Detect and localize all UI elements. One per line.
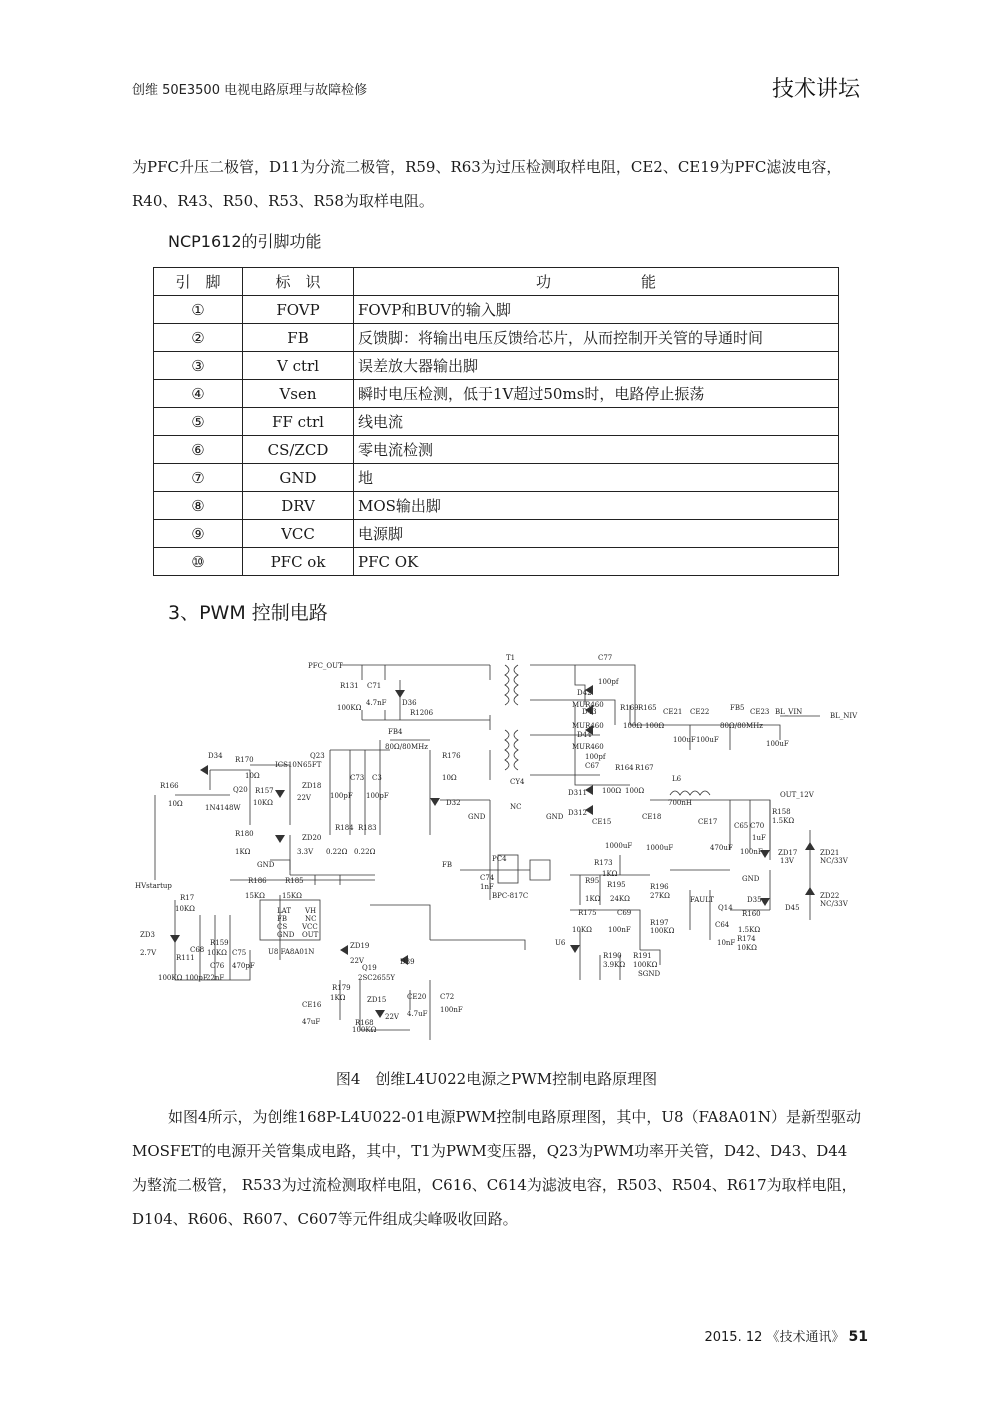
table-row — [154, 324, 839, 352]
label-r159: R159 — [210, 939, 229, 947]
label-pfc-out: PFC_OUT — [308, 662, 343, 670]
label-r111-value: 100KΩ — [158, 974, 183, 982]
label-zd17: ZD17 — [778, 849, 798, 857]
label-l6-value: 700nH — [668, 799, 692, 807]
label-c76: C76 — [210, 962, 225, 970]
label-zd18: ZD18 — [302, 782, 322, 790]
label-r197-value: 100KΩ — [650, 927, 675, 935]
label-pin-nc: NC — [305, 915, 317, 923]
label-d39: D39 — [400, 958, 415, 966]
zener-zd3-symbol — [170, 935, 180, 943]
zener-zd18-symbol — [275, 790, 285, 798]
body-paragraph: 如图4所示，为创维168P-L4U022-01电源PWM控制电路原理图，其中，U8（FA8A01N）是新型驱动MOSFET的电源开关管集成电路，其中，T1为PWM变压器，Q23为PWM功率开关管，D42、D43、D44为整流二极管， R533为过流检测取样电阻，C616、C614为滤波电容，R503、R504、R617为取样电阻，D104、R606、R607、C607等元件组成尖峰吸收回路。 — [132, 1108, 862, 1228]
table-row — [154, 436, 839, 464]
label-r183: R183 — [358, 824, 377, 832]
label-zd20-value: 3.3V — [297, 848, 314, 856]
label-q23: Q23 — [310, 752, 325, 760]
label-d311: D311 — [568, 789, 587, 797]
label-r168: R168 — [355, 1019, 374, 1027]
label-r95-value: 1KΩ — [585, 895, 601, 903]
label-zd19: ZD19 — [350, 942, 370, 950]
header-label: 标 识 — [243, 268, 354, 296]
label-r131-value: 100KΩ — [337, 704, 362, 712]
label-r165-value: 100Ω — [645, 722, 665, 730]
label-r175-value: 10KΩ — [572, 926, 592, 934]
diode-d36-symbol — [395, 690, 405, 698]
pin-number: ⑥ — [154, 436, 243, 464]
label-r173-value: 1KΩ — [602, 870, 618, 878]
pin-label: GND — [243, 464, 354, 492]
label-gnd-2: GND — [546, 813, 564, 821]
label-c77-value: 100pf — [598, 678, 619, 686]
label-zd3-value: 2.7V — [140, 949, 157, 957]
label-c74: C74 — [480, 874, 495, 882]
table-row — [154, 492, 839, 520]
label-c65: C65 — [734, 822, 749, 830]
label-r180: R180 — [235, 830, 254, 838]
label-r165: R165 — [638, 704, 657, 712]
label-d32: D32 — [446, 799, 461, 807]
label-r176: R176 — [442, 752, 461, 760]
label-r17: R17 — [180, 894, 195, 902]
transformer-aux-secondary — [514, 730, 518, 770]
label-r174: R174 — [737, 935, 756, 943]
label-bl-vin: BL_VIN — [775, 708, 803, 716]
label-r164-value: 100Ω — [602, 787, 622, 795]
table-row — [154, 520, 839, 548]
label-r179-value: 1KΩ — [330, 994, 346, 1002]
label-c68-value: 100pF — [185, 974, 208, 982]
label-r164: R164 — [615, 764, 634, 772]
zener-zd21-symbol — [805, 842, 815, 850]
label-q20: Q20 — [233, 786, 248, 794]
pin-function: 反馈脚：将输出电压反馈给芯片，从而控制开关管的导通时间 — [354, 324, 839, 352]
table-header-row — [154, 268, 839, 296]
label-zd18-value: 22V — [297, 794, 311, 802]
label-d34: D34 — [208, 752, 223, 760]
label-c70: C70 — [750, 822, 765, 830]
label-zd15: ZD15 — [367, 996, 387, 1004]
label-sgnd: SGND — [638, 970, 661, 978]
label-d35: D35 — [747, 896, 762, 904]
page-footer — [704, 1326, 868, 1345]
label-fb5-value: 80Ω/80MHz — [720, 722, 763, 730]
label-r169-value: 100Ω — [623, 722, 643, 730]
label-d43: D43 — [582, 708, 597, 716]
label-zd21-value: NC/33V — [820, 857, 848, 865]
label-c72: C72 — [440, 993, 455, 1001]
label-cy4: CY4 — [510, 778, 525, 786]
label-mur460-3: MUR460 — [572, 743, 604, 751]
label-gnd-1: GND — [468, 813, 486, 821]
label-ce17: CE17 — [698, 818, 718, 826]
label-ce20: CE20 — [407, 993, 427, 1001]
label-pin-cs: CS — [277, 923, 288, 931]
label-c70-value: 1uF — [752, 834, 766, 842]
label-pin-gnd: GND — [277, 931, 295, 939]
label-ce18-value: 1000uF — [646, 844, 674, 852]
pin-label: PFC ok — [243, 548, 354, 576]
label-fb4-value: 80Ω/80MHz — [385, 743, 428, 751]
pin-number: ⑩ — [154, 548, 243, 576]
label-r168-value: 100KΩ — [352, 1026, 377, 1034]
label-c73-value: 100pF — [330, 792, 353, 800]
label-ce15: CE15 — [592, 818, 612, 826]
label-c75: C75 — [232, 949, 247, 957]
label-pin-fb: FB — [277, 915, 288, 923]
label-c76-value: 22nF — [206, 974, 225, 982]
pin-number: ⑨ — [154, 520, 243, 548]
label-r185: R185 — [285, 877, 304, 885]
label-nc: NC — [510, 803, 522, 811]
label-r158: R158 — [772, 808, 791, 816]
label-r197: R197 — [650, 919, 669, 927]
label-r169: R169 — [620, 704, 639, 712]
label-d42: D42 — [577, 689, 592, 697]
label-ce17-value: 470uF — [710, 844, 733, 852]
pin-function: 误差放大器输出脚 — [354, 352, 839, 380]
label-c72-value: 100nF — [440, 1006, 463, 1014]
label-r111: R111 — [176, 954, 195, 962]
issue-label: 2015. 12 《技术通讯》 — [704, 1330, 845, 1345]
diode-d32-symbol — [430, 798, 440, 806]
label-c67-value: 100pf — [585, 753, 606, 761]
label-gnd-3: GND — [257, 861, 275, 869]
pin-label: DRV — [243, 492, 354, 520]
label-c69: C69 — [617, 909, 632, 917]
label-r191-value: 100KΩ — [633, 961, 658, 969]
pin-label: Vsen — [243, 380, 354, 408]
inductor-l6-symbol — [670, 791, 710, 795]
pin-function: MOS输出脚 — [354, 492, 839, 520]
label-r186-value: 15KΩ — [245, 892, 265, 900]
intro-paragraph: 为PFC升压二极管，D11为分流二极管，R59、R63为过压检测取样电阻，CE2、CE19为PFC滤波电容，R40、R43、R50、R53、R58为取样电阻。 — [132, 158, 842, 210]
zener-zd22-symbol — [805, 887, 815, 895]
pin-number: ③ — [154, 352, 243, 380]
label-r173: R173 — [594, 859, 613, 867]
label-ce23: CE23 — [750, 708, 770, 716]
pin-function: 地 — [354, 464, 839, 492]
label-pin-vcc: VCC — [302, 923, 318, 931]
label-hvstartup: HVstartup — [135, 882, 172, 890]
label-c68: C68 — [190, 946, 205, 954]
label-1n4148w: 1N4148W — [205, 804, 241, 812]
label-r95: R95 — [585, 877, 600, 885]
running-header-title: 创维 50E3500 电视电路原理与故障检修 — [132, 83, 368, 98]
label-r170: R170 — [235, 756, 254, 764]
label-t1: T1 — [506, 654, 516, 662]
pin-function: 线电流 — [354, 408, 839, 436]
label-c67: C67 — [585, 762, 600, 770]
pin-label: VCC — [243, 520, 354, 548]
label-c74-value: 1nF — [480, 883, 494, 891]
pin-number: ⑤ — [154, 408, 243, 436]
label-r1206: R1206 — [410, 709, 434, 717]
label-mur460-2: MUR460 — [572, 722, 604, 730]
label-zd17-value: 13V — [780, 857, 794, 865]
label-r183-value: 0.22Ω — [354, 848, 376, 856]
label-r166-value: 10Ω — [168, 800, 183, 808]
zener-zd19-symbol — [340, 945, 348, 955]
label-q14: Q14 — [718, 904, 733, 912]
label-r170-value: 10Ω — [245, 772, 260, 780]
pin-number: ⑧ — [154, 492, 243, 520]
zener-zd15-symbol — [375, 1010, 385, 1018]
label-r185-value: 15KΩ — [282, 892, 302, 900]
label-r191: R191 — [633, 952, 652, 960]
label-r159-value: 10KΩ — [207, 949, 227, 957]
label-r160-value: 1.5KΩ — [738, 926, 761, 934]
label-c71-value: 4.7nF — [366, 699, 387, 707]
label-zd3: ZD3 — [140, 931, 155, 939]
table-title: NCP1612的引脚功能 — [168, 232, 322, 251]
zener-zd20-symbol — [275, 835, 285, 843]
pin-label: V ctrl — [243, 352, 354, 380]
pin-number: ④ — [154, 380, 243, 408]
label-ce16: CE16 — [302, 1001, 322, 1009]
label-fb4: FB4 — [388, 728, 403, 736]
label-ics10n65ft: ICS10N65FT — [275, 761, 322, 769]
label-ce21-value: 100uF — [673, 736, 696, 744]
label-u6: U6 — [555, 939, 566, 947]
label-r131: R131 — [340, 682, 359, 690]
label-r167: R167 — [635, 764, 654, 772]
label-c3: C3 — [372, 774, 382, 782]
label-ce23-value: 100uF — [766, 740, 789, 748]
label-r176-value: 10Ω — [442, 774, 457, 782]
label-l6: L6 — [672, 775, 682, 783]
label-r158-value: 1.5KΩ — [772, 817, 795, 825]
pin-label: FB — [243, 324, 354, 352]
pin-label: CS/ZCD — [243, 436, 354, 464]
label-c77: C77 — [598, 654, 613, 662]
label-pc4: PC4 — [492, 855, 507, 863]
pin-label: FOVP — [243, 296, 354, 324]
label-zd22-value: NC/33V — [820, 900, 848, 908]
section-title: 3、PWM 控制电路 — [168, 602, 328, 624]
pin-function: 零电流检测 — [354, 436, 839, 464]
label-c64-value: 10nF — [717, 939, 736, 947]
label-pin-lat: LAT — [277, 907, 291, 915]
label-zd22: ZD22 — [820, 892, 840, 900]
label-zd21: ZD21 — [820, 849, 840, 857]
transformer-primary-winding — [505, 665, 509, 705]
table-row — [154, 296, 839, 324]
label-bpc-817c: BPC-817C — [492, 892, 529, 900]
table-row — [154, 548, 839, 576]
label-c73: C73 — [350, 774, 365, 782]
label-c75-value: 470pF — [232, 962, 255, 970]
label-ce15-value: 1000uF — [605, 842, 633, 850]
label-zd19-value: 22V — [350, 957, 364, 965]
column-name: 技术讲坛 — [771, 77, 860, 102]
pin-function-table — [153, 267, 839, 576]
label-out-12v: OUT_12V — [780, 791, 814, 799]
table-row — [154, 464, 839, 492]
label-c64: C64 — [715, 921, 730, 929]
table-row — [154, 352, 839, 380]
label-r184-value: 0.22Ω — [326, 848, 348, 856]
label-u8-fa8a01n: U8 FA8A01N — [268, 948, 315, 956]
label-r186: R186 — [248, 877, 267, 885]
regulator-u6-symbol — [570, 945, 580, 953]
label-ce22: CE22 — [690, 708, 710, 716]
label-c65-value: 100nF — [740, 848, 763, 856]
label-r195-value: 24KΩ — [610, 895, 630, 903]
label-q19: Q19 — [362, 964, 377, 972]
label-mur460-1: MUR460 — [572, 701, 604, 709]
pin-function: PFC OK — [354, 548, 839, 576]
label-r179: R179 — [332, 984, 351, 992]
page-number: 51 — [848, 1329, 868, 1345]
transformer-aux-winding — [505, 730, 509, 770]
label-r157-value: 10KΩ — [253, 799, 273, 807]
label-d45: D45 — [785, 904, 800, 912]
diode-d34-symbol — [200, 765, 208, 775]
pin-function: FOVP和BUV的输入脚 — [354, 296, 839, 324]
label-ce20-value: 4.7uF — [407, 1010, 428, 1018]
label-zd15-value: 22V — [385, 1013, 399, 1021]
pin-function: 电源脚 — [354, 520, 839, 548]
label-r196: R196 — [650, 883, 669, 891]
label-r180-value: 1KΩ — [235, 848, 251, 856]
label-pin-out: OUT — [302, 931, 319, 939]
pin-function: 瞬时电压检测，低于1V超过50ms时，电路停止振荡 — [354, 380, 839, 408]
label-r196-value: 27KΩ — [650, 892, 670, 900]
label-c69-value: 100nF — [608, 926, 631, 934]
header-function: 功 能 — [354, 268, 839, 296]
label-ce21: CE21 — [663, 708, 683, 716]
label-zd20: ZD20 — [302, 834, 322, 842]
pin-number: ⑦ — [154, 464, 243, 492]
label-r157: R157 — [255, 787, 274, 795]
label-c3-value: 100pF — [366, 792, 389, 800]
label-r166: R166 — [160, 782, 179, 790]
figure-caption: 图4 创维L4U022电源之PWM控制电路原理图 — [335, 1070, 658, 1088]
label-fb5: FB5 — [730, 704, 745, 712]
label-r190-value: 3.9KΩ — [603, 961, 626, 969]
pin-number: ① — [154, 296, 243, 324]
transformer-secondary-winding — [514, 665, 518, 705]
label-pin-vh: VH — [305, 907, 317, 915]
pwm-circuit-schematic — [130, 650, 870, 1050]
label-q19-value: 2SC2655Y — [358, 974, 396, 982]
pin-label: FF ctrl — [243, 408, 354, 436]
label-c71: C71 — [367, 682, 382, 690]
label-r167-value: 100Ω — [625, 787, 645, 795]
label-r190: R190 — [603, 952, 622, 960]
label-bl-niv: BL_NIV — [830, 712, 858, 720]
label-gnd-4: GND — [742, 875, 760, 883]
label-r175: R175 — [578, 909, 597, 917]
label-d36: D36 — [402, 699, 417, 707]
label-ce22-value: 100uF — [696, 736, 719, 744]
label-fault: FAULT — [690, 896, 714, 904]
label-ce18: CE18 — [642, 813, 662, 821]
label-r184: R184 — [335, 824, 354, 832]
table-row — [154, 408, 839, 436]
label-r17-value: 10KΩ — [175, 905, 195, 913]
label-ce16-value: 47uF — [302, 1018, 321, 1026]
label-fb: FB — [442, 861, 453, 869]
header-pin: 引 脚 — [154, 268, 243, 296]
label-r160: R160 — [742, 910, 761, 918]
pin-number: ② — [154, 324, 243, 352]
table-row — [154, 380, 839, 408]
label-d312: D312 — [568, 809, 587, 817]
label-r195: R195 — [607, 881, 626, 889]
label-r174-value: 10KΩ — [737, 944, 757, 952]
label-d44: D44 — [577, 731, 592, 739]
